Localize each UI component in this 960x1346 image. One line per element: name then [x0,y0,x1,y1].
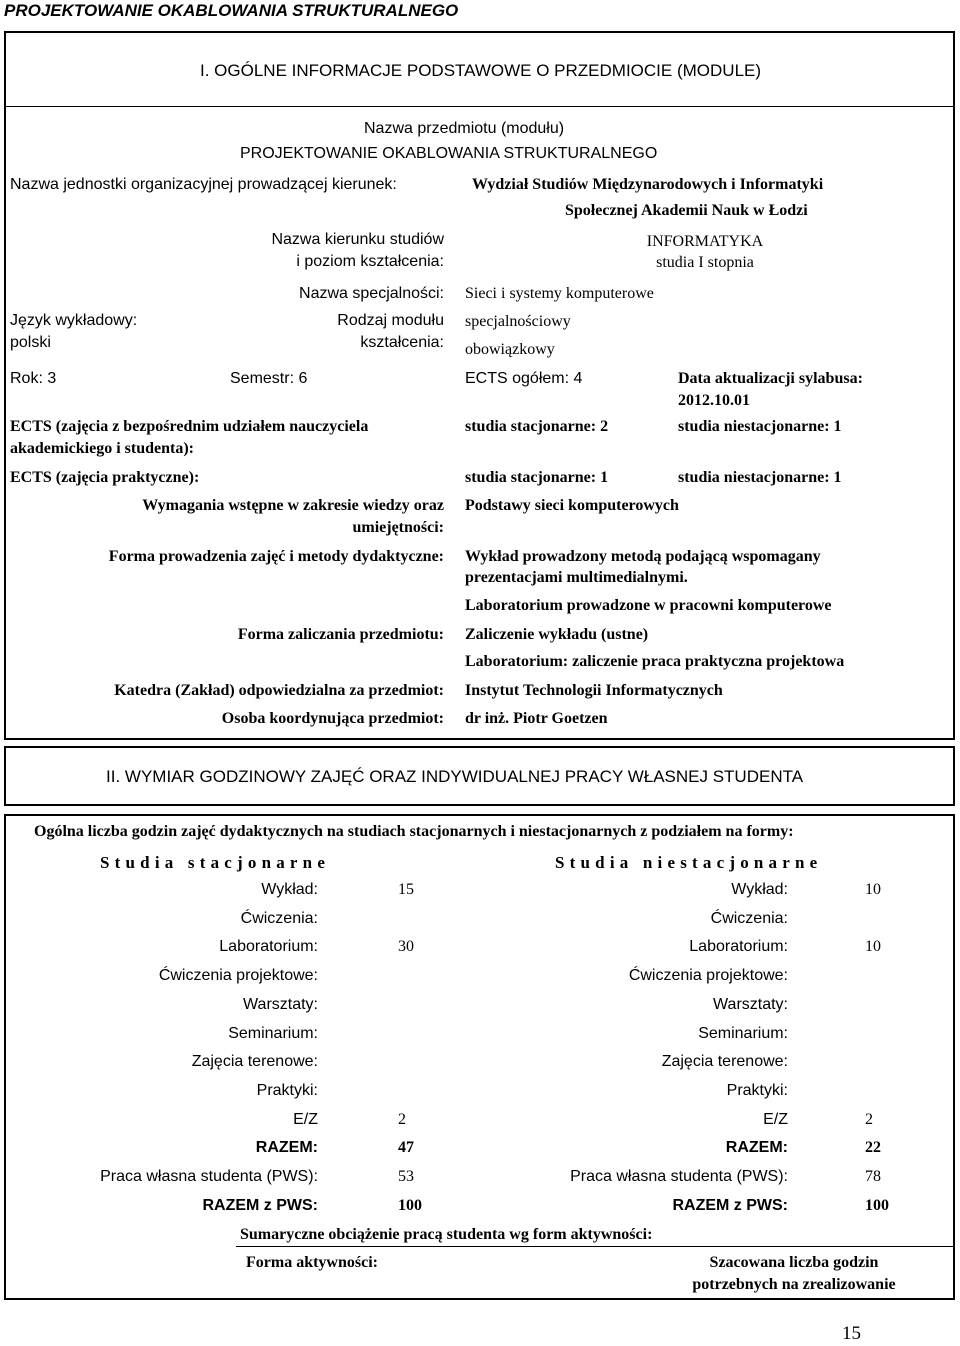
specialization-label: Nazwa specjalności: [299,285,444,302]
field-label-1: Nazwa kierunku studiów [271,231,444,248]
ects-direct-stac: studia stacjonarne: 2 [465,418,609,435]
hours-row-label-niestac: Seminarium: [698,1025,788,1042]
hours-row-label-stac: Praca własna studenta (PWS): [100,1168,318,1185]
hours-row-value-stac: 47 [398,1139,414,1156]
form-value-2: prezentacjami multimedialnymi. [465,569,688,586]
language-value: polski [10,334,51,351]
hours-row-label-niestac: E/Z [763,1111,788,1128]
assessment-label: Forma zaliczania przedmiotu: [237,626,444,643]
field-label-2: i poziom kształcenia: [296,253,444,270]
unit-value-line1: Wydział Studiów Międzynarodowych i Informatyki [472,176,824,193]
hours-row-value-stac: 2 [398,1111,406,1128]
ects-total: ECTS ogółem: 4 [465,370,583,387]
section-1-heading: I. OGÓLNE INFORMACJE PODSTAWOWE O PRZEDMIOCIE (MODULE) [200,61,762,80]
assessment-value-1: Zaliczenie wykładu (ustne) [465,626,649,643]
divider [236,1246,954,1247]
coord-value: dr inż. Piotr Goetzen [465,710,608,727]
year: Rok: 3 [10,370,57,387]
coord-label: Osoba koordynująca przedmiot: [221,710,444,727]
hours-row-value-niestac: 22 [865,1139,881,1156]
specialization-value: Sieci i systemy komputerowe [465,285,654,302]
hours-row-value-stac: 53 [398,1168,414,1185]
ects-direct-label-2: akademickiego i studenta): [10,440,194,457]
prereq-value: Podstawy sieci komputerowych [465,497,679,514]
prereq-label-2: umiejętności: [352,519,444,536]
dept-value: Instytut Technologii Informatycznych [465,682,723,699]
field-value-1: INFORMATYKA [646,233,764,250]
estimated-hours-label-1: Szacowana liczba godzin [709,1254,879,1271]
dept-label: Katedra (Zakład) odpowiedzialna za przedmiot: [114,682,444,699]
hours-row-label-niestac: Praca własna studenta (PWS): [570,1168,788,1185]
hours-row-label-niestac: Ćwiczenia projektowe: [628,967,788,984]
column-header-niestacjonarne: Studia niestacjonarne [555,853,823,872]
hours-row-label-stac: Ćwiczenia projektowe: [158,967,318,984]
divider [6,106,953,107]
unit-label: Nazwa jednostki organizacyjnej prowadzącej kierunek: [10,176,397,193]
assessment-value-2: Laboratorium: zaliczenie praca praktyczna projektowa [465,653,845,670]
hours-row-value-niestac: 10 [865,938,881,955]
form-label: Forma prowadzenia zajęć i metody dydaktyczne: [108,548,444,565]
activity-summary-label: Sumaryczne obciążenie pracą studenta wg form aktywności: [240,1226,653,1243]
update-date: 2012.10.01 [678,392,750,409]
hours-row-value-stac: 100 [398,1197,422,1214]
column-header-stacjonarne: Studia stacjonarne [100,853,331,872]
hours-row-label-stac: RAZEM: [255,1139,318,1156]
hours-row-label-niestac: Zajęcia terenowe: [661,1053,788,1070]
hours-summary-label: Ogólna liczba godzin zajęć dydaktycznych na studiach stacjonarnych i niestacjonarnych z podziałem na formy: [34,823,794,840]
hours-row-label-niestac: Warsztaty: [713,996,788,1013]
module-type-label-2: kształcenia: [360,334,444,351]
hours-row-label-stac: Warsztaty: [243,996,318,1013]
hours-row-label-niestac: Wykład: [731,881,788,898]
hours-row-label-stac: E/Z [293,1111,318,1128]
hours-row-value-niestac: 78 [865,1168,881,1185]
hours-row-label-stac: Laboratorium: [219,938,318,955]
hours-row-label-stac: Zajęcia terenowe: [191,1053,318,1070]
form-value-3: Laboratorium prowadzone w pracowni komputerowe [465,597,832,614]
hours-row-value-stac: 30 [398,938,414,955]
hours-row-label-stac: RAZEM z PWS: [202,1197,318,1214]
ects-direct-niestac: studia niestacjonarne: 1 [678,418,842,435]
hours-row-label-niestac: RAZEM: [725,1139,788,1156]
hours-row-label-niestac: Laboratorium: [689,938,788,955]
hours-row-label-stac: Praktyki: [256,1082,318,1099]
module-type-value-1: specjalnościowy [465,313,571,330]
prereq-label-1: Wymagania wstępne w zakresie wiedzy oraz [142,497,444,514]
hours-row-value-stac: 15 [398,881,414,898]
subject-name: PROJEKTOWANIE OKABLOWANIA STRUKTURALNEGO [240,145,658,162]
module-type-value-2: obowiązkowy [465,341,555,358]
ects-practical-stac: studia stacjonarne: 1 [465,469,609,486]
hours-row-label-stac: Wykład: [261,881,318,898]
estimated-hours-label-2: potrzebnych na zrealizowanie [692,1276,896,1293]
page-number: 15 [842,1323,861,1344]
hours-row-label-niestac: RAZEM z PWS: [672,1197,788,1214]
semester: Semestr: 6 [230,370,308,387]
activity-form-label: Forma aktywności: [246,1254,378,1271]
hours-row-value-niestac: 10 [865,881,881,898]
hours-row-value-niestac: 2 [865,1111,873,1128]
module-type-label-1: Rodzaj modułu [337,312,444,329]
section-2-heading: II. WYMIAR GODZINOWY ZAJĘĆ ORAZ INDYWIDUALNEJ PRACY WŁASNEJ STUDENTA [106,767,804,786]
form-value-1: Wykład prowadzony metodą podającą wspomagany [465,548,821,565]
unit-value-line2: Społecznej Akademii Nauk w Łodzi [565,202,808,219]
hours-row-label-stac: Ćwiczenia: [240,910,318,927]
language-label: Język wykładowy: [10,312,138,329]
hours-row-label-niestac: Ćwiczenia: [710,910,788,927]
update-label: Data aktualizacji sylabusa: [678,370,863,387]
document-header-title: PROJEKTOWANIE OKABLOWANIA STRUKTURALNEGO [4,1,459,20]
subject-name-label: Nazwa przedmiotu (modułu) [364,120,565,137]
ects-practical-label: ECTS (zajęcia praktyczne): [10,469,200,486]
hours-row-label-niestac: Praktyki: [726,1082,788,1099]
ects-practical-niestac: studia niestacjonarne: 1 [678,469,842,486]
ects-direct-label-1: ECTS (zajęcia z bezpośrednim udziałem nauczyciela [10,418,369,435]
hours-row-value-niestac: 100 [865,1197,889,1214]
hours-row-label-stac: Seminarium: [228,1025,318,1042]
field-value-2: studia I stopnia [656,254,754,271]
